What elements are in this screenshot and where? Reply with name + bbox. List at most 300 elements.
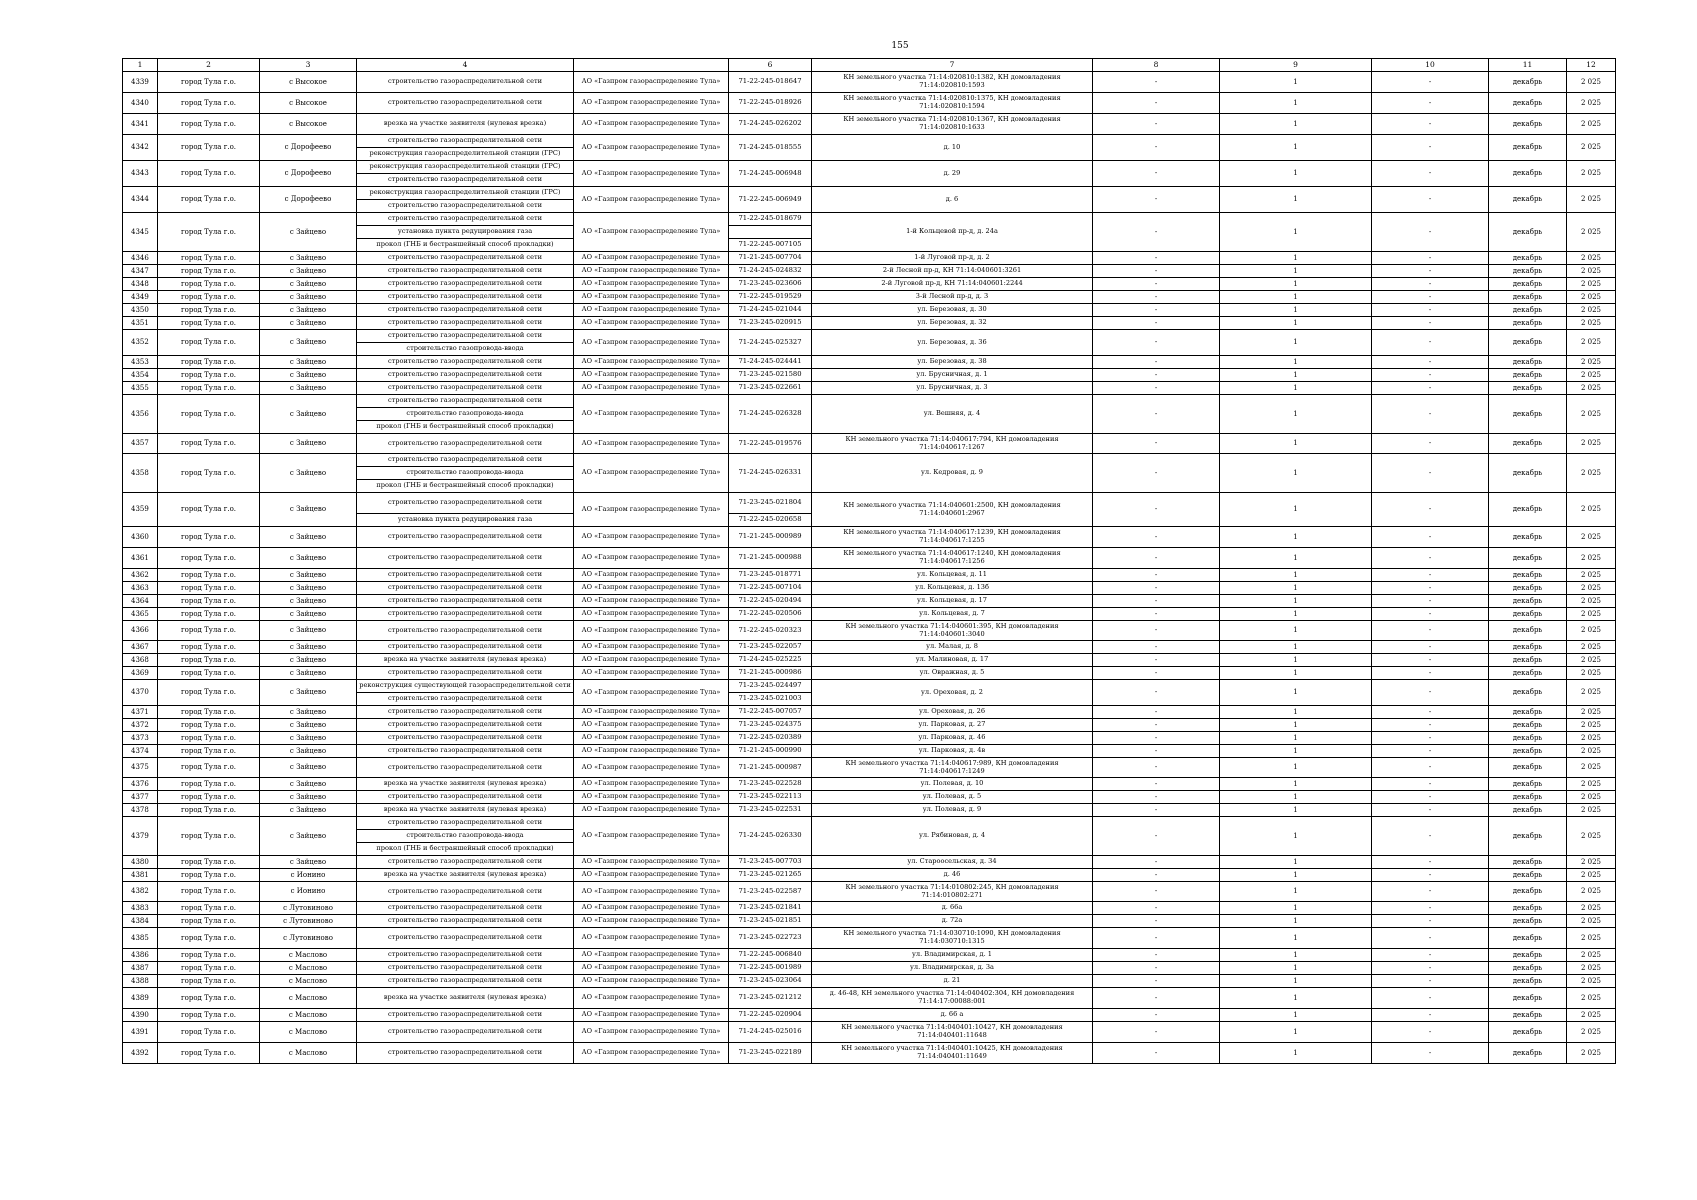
row-number: 4343	[123, 161, 158, 187]
address: 2-й Лесной пр-д, КН 71:14:040601:3261	[812, 265, 1093, 278]
contract-number: 71-23-245-021265	[729, 869, 812, 882]
contract-number: 71-24-245-024832	[729, 265, 812, 278]
col-10-value: -	[1372, 975, 1489, 988]
col-9-value: 1	[1220, 356, 1372, 369]
settlement: с Дорофеево	[260, 135, 357, 161]
municipality: город Тула г.о.	[158, 265, 260, 278]
year: 2 025	[1567, 1043, 1616, 1064]
municipality: город Тула г.о.	[158, 395, 260, 434]
col-9-value: 1	[1220, 882, 1372, 902]
month: декабрь	[1489, 369, 1567, 382]
work-type: строительство газораспределительной сети	[357, 621, 574, 641]
municipality: город Тула г.о.	[158, 93, 260, 114]
col-8-value: -	[1093, 975, 1220, 988]
row-number: 4367	[123, 641, 158, 654]
year: 2 025	[1567, 778, 1616, 791]
work-type: реконструкция газораспределительной станции (ГРС)	[357, 161, 574, 174]
organization: АО «Газпром газораспределение Тула»	[574, 915, 729, 928]
contract-number: 71-23-245-022057	[729, 641, 812, 654]
settlement: с Зайцево	[260, 382, 357, 395]
municipality: город Тула г.о.	[158, 1022, 260, 1043]
month: декабрь	[1489, 161, 1567, 187]
address: д. 10	[812, 135, 1093, 161]
work-type: прокол (ГНБ и бестраншейный способ прокладки)	[357, 480, 574, 493]
col-9-value: 1	[1220, 641, 1372, 654]
table-row	[123, 719, 1616, 732]
organization: АО «Газпром газораспределение Тула»	[574, 569, 729, 582]
work-type: строительство газораспределительной сети	[357, 72, 574, 93]
municipality: город Тула г.о.	[158, 1043, 260, 1064]
contract-number: 71-23-245-020915	[729, 317, 812, 330]
col-9-value: 1	[1220, 988, 1372, 1009]
work-type: строительство газораспределительной сети	[357, 291, 574, 304]
work-type: строительство газораспределительной сети	[357, 317, 574, 330]
col-header: 7	[812, 59, 1093, 72]
col-8-value: -	[1093, 548, 1220, 569]
col-10-value: -	[1372, 454, 1489, 493]
month: декабрь	[1489, 975, 1567, 988]
col-9-value: 1	[1220, 582, 1372, 595]
col-10-value: -	[1372, 856, 1489, 869]
year: 2 025	[1567, 252, 1616, 265]
table-row	[123, 791, 1616, 804]
month: декабрь	[1489, 1009, 1567, 1022]
settlement: с Зайцево	[260, 569, 357, 582]
municipality: город Тула г.о.	[158, 988, 260, 1009]
municipality: город Тула г.о.	[158, 382, 260, 395]
municipality: город Тула г.о.	[158, 114, 260, 135]
col-8-value: -	[1093, 369, 1220, 382]
col-9-value: 1	[1220, 732, 1372, 745]
col-8-value: -	[1093, 758, 1220, 778]
col-9-value: 1	[1220, 1009, 1372, 1022]
col-9-value: 1	[1220, 608, 1372, 621]
col-8-value: -	[1093, 1022, 1220, 1043]
col-9-value: 1	[1220, 454, 1372, 493]
year: 2 025	[1567, 72, 1616, 93]
address: ул. Ореховая, д. 2	[812, 680, 1093, 706]
col-10-value: -	[1372, 135, 1489, 161]
col-10-value: -	[1372, 395, 1489, 434]
work-type: строительство газораспределительной сети	[357, 1009, 574, 1022]
row-number: 4372	[123, 719, 158, 732]
col-10-value: -	[1372, 1009, 1489, 1022]
table-row	[123, 1022, 1616, 1043]
table-row	[123, 114, 1616, 135]
col-8-value: -	[1093, 1043, 1220, 1064]
work-type: строительство газораспределительной сети	[357, 719, 574, 732]
address: ул. Березовая, д. 38	[812, 356, 1093, 369]
col-8-value: -	[1093, 278, 1220, 291]
col-9-value: 1	[1220, 869, 1372, 882]
col-10-value: -	[1372, 278, 1489, 291]
organization: АО «Газпром газораспределение Тула»	[574, 317, 729, 330]
municipality: город Тула г.о.	[158, 369, 260, 382]
organization: АО «Газпром газораспределение Тула»	[574, 869, 729, 882]
year: 2 025	[1567, 330, 1616, 356]
address: КН земельного участка 71:14:020810:1367, КН домовладения 71:14:020810:1633	[812, 114, 1093, 135]
col-9-value: 1	[1220, 915, 1372, 928]
settlement: с Зайцево	[260, 667, 357, 680]
table-row	[123, 902, 1616, 915]
work-type: строительство газораспределительной сети	[357, 356, 574, 369]
col-8-value: -	[1093, 706, 1220, 719]
month: декабрь	[1489, 395, 1567, 434]
municipality: город Тула г.о.	[158, 608, 260, 621]
col-8-value: -	[1093, 582, 1220, 595]
table-row	[123, 804, 1616, 817]
contract-number: 71-22-245-006949	[729, 187, 812, 213]
month: декабрь	[1489, 252, 1567, 265]
year: 2 025	[1567, 114, 1616, 135]
col-9-value: 1	[1220, 72, 1372, 93]
year: 2 025	[1567, 135, 1616, 161]
row-number: 4361	[123, 548, 158, 569]
organization: АО «Газпром газораспределение Тула»	[574, 187, 729, 213]
work-type: строительство газораспределительной сети	[357, 213, 574, 226]
col-10-value: -	[1372, 595, 1489, 608]
address: д. 29	[812, 161, 1093, 187]
col-8-value: -	[1093, 114, 1220, 135]
col-9-value: 1	[1220, 745, 1372, 758]
col-10-value: -	[1372, 758, 1489, 778]
address: КН земельного участка 71:14:040617:989, КН домовладения 71:14:040617:1249	[812, 758, 1093, 778]
organization: АО «Газпром газораспределение Тула»	[574, 161, 729, 187]
year: 2 025	[1567, 621, 1616, 641]
year: 2 025	[1567, 93, 1616, 114]
col-10-value: -	[1372, 434, 1489, 454]
col-10-value: -	[1372, 680, 1489, 706]
address: д. 66 а	[812, 1009, 1093, 1022]
month: декабрь	[1489, 817, 1567, 856]
table-row	[123, 317, 1616, 330]
municipality: город Тула г.о.	[158, 667, 260, 680]
col-10-value: -	[1372, 161, 1489, 187]
col-8-value: -	[1093, 527, 1220, 548]
settlement: с Маслово	[260, 975, 357, 988]
address: ул. Полевая, д. 5	[812, 791, 1093, 804]
organization: АО «Газпром газораспределение Тула»	[574, 548, 729, 569]
row-number: 4378	[123, 804, 158, 817]
col-9-value: 1	[1220, 719, 1372, 732]
row-number: 4389	[123, 988, 158, 1009]
col-8-value: -	[1093, 791, 1220, 804]
contract-number: 71-22-245-007104	[729, 582, 812, 595]
work-type: строительство газораспределительной сети	[357, 758, 574, 778]
contract-number: 71-22-245-020494	[729, 595, 812, 608]
settlement: с Маслово	[260, 962, 357, 975]
organization: АО «Газпром газораспределение Тула»	[574, 434, 729, 454]
work-type: строительство газораспределительной сети	[357, 1043, 574, 1064]
row-number: 4377	[123, 791, 158, 804]
contract-number: 71-23-245-022531	[729, 804, 812, 817]
work-type: строительство газораспределительной сети	[357, 582, 574, 595]
contract-number: 71-23-245-022189	[729, 1043, 812, 1064]
organization: АО «Газпром газораспределение Тула»	[574, 667, 729, 680]
settlement: с Высокое	[260, 93, 357, 114]
row-number: 4349	[123, 291, 158, 304]
municipality: город Тула г.о.	[158, 187, 260, 213]
month: декабрь	[1489, 869, 1567, 882]
row-number: 4369	[123, 667, 158, 680]
row-number: 4376	[123, 778, 158, 791]
contract-number: 71-22-245-007057	[729, 706, 812, 719]
municipality: город Тула г.о.	[158, 882, 260, 902]
month: декабрь	[1489, 902, 1567, 915]
work-type: строительство газораспределительной сети	[357, 1022, 574, 1043]
municipality: город Тула г.о.	[158, 527, 260, 548]
table-row	[123, 621, 1616, 641]
year: 2 025	[1567, 582, 1616, 595]
settlement: с Дорофеево	[260, 187, 357, 213]
work-type: врезка на участке заявителя (нулевая врезка)	[357, 804, 574, 817]
col-header: 10	[1372, 59, 1489, 72]
settlement: с Ионино	[260, 882, 357, 902]
municipality: город Тула г.о.	[158, 278, 260, 291]
year: 2 025	[1567, 732, 1616, 745]
work-type: строительство газораспределительной сети	[357, 949, 574, 962]
col-8-value: -	[1093, 569, 1220, 582]
col-8-value: -	[1093, 680, 1220, 706]
work-type: строительство газораспределительной сети	[357, 732, 574, 745]
year: 2 025	[1567, 988, 1616, 1009]
year: 2 025	[1567, 654, 1616, 667]
address: 2-й Луговой пр-д, КН 71:14:040601:2244	[812, 278, 1093, 291]
organization: АО «Газпром газораспределение Тула»	[574, 395, 729, 434]
table-row	[123, 382, 1616, 395]
row-number: 4379	[123, 817, 158, 856]
row-number: 4364	[123, 595, 158, 608]
table-row	[123, 915, 1616, 928]
address: ул. Ореховая, д. 26	[812, 706, 1093, 719]
contract-number: 71-24-245-026330	[729, 817, 812, 856]
year: 2 025	[1567, 454, 1616, 493]
col-10-value: -	[1372, 882, 1489, 902]
address: д. 46-48, КН земельного участка 71:14:040402:304, КН домовладения 71:14:17:00088:001	[812, 988, 1093, 1009]
organization: АО «Газпром газораспределение Тула»	[574, 641, 729, 654]
row-number: 4344	[123, 187, 158, 213]
col-9-value: 1	[1220, 278, 1372, 291]
row-number: 4357	[123, 434, 158, 454]
settlement: с Зайцево	[260, 791, 357, 804]
contract-number: 71-24-245-024441	[729, 356, 812, 369]
table-row	[123, 856, 1616, 869]
settlement: с Зайцево	[260, 527, 357, 548]
col-8-value: -	[1093, 902, 1220, 915]
address: ул. Брусничная, д. 3	[812, 382, 1093, 395]
work-type: строительство газораспределительной сети	[357, 493, 574, 514]
settlement: с Зайцево	[260, 265, 357, 278]
col-9-value: 1	[1220, 791, 1372, 804]
col-8-value: -	[1093, 135, 1220, 161]
table-row	[123, 1043, 1616, 1064]
settlement: с Зайцево	[260, 608, 357, 621]
contract-number: 71-24-245-026328	[729, 395, 812, 434]
year: 2 025	[1567, 680, 1616, 706]
col-9-value: 1	[1220, 304, 1372, 317]
settlement: с Зайцево	[260, 654, 357, 667]
settlement: с Маслово	[260, 1043, 357, 1064]
col-9-value: 1	[1220, 330, 1372, 356]
month: декабрь	[1489, 356, 1567, 369]
address: ул. Березовая, д. 32	[812, 317, 1093, 330]
month: декабрь	[1489, 265, 1567, 278]
work-type: строительство газораспределительной сети	[357, 135, 574, 148]
row-number: 4365	[123, 608, 158, 621]
municipality: город Тула г.о.	[158, 595, 260, 608]
municipality: город Тула г.о.	[158, 706, 260, 719]
year: 2 025	[1567, 915, 1616, 928]
col-8-value: -	[1093, 882, 1220, 902]
settlement: с Зайцево	[260, 356, 357, 369]
col-8-value: -	[1093, 719, 1220, 732]
col-8-value: -	[1093, 382, 1220, 395]
month: декабрь	[1489, 213, 1567, 252]
settlement: с Зайцево	[260, 291, 357, 304]
col-8-value: -	[1093, 595, 1220, 608]
col-10-value: -	[1372, 621, 1489, 641]
contract-number: 71-21-245-000986	[729, 667, 812, 680]
col-10-value: -	[1372, 641, 1489, 654]
address: д. 21	[812, 975, 1093, 988]
work-type: строительство газораспределительной сети	[357, 569, 574, 582]
col-9-value: 1	[1220, 1022, 1372, 1043]
col-header: 9	[1220, 59, 1372, 72]
municipality: город Тула г.о.	[158, 291, 260, 304]
contract-number: 71-23-245-022723	[729, 928, 812, 949]
year: 2 025	[1567, 369, 1616, 382]
col-9-value: 1	[1220, 213, 1372, 252]
table-row	[123, 356, 1616, 369]
month: декабрь	[1489, 915, 1567, 928]
month: декабрь	[1489, 434, 1567, 454]
year: 2 025	[1567, 791, 1616, 804]
contract-number: 71-23-245-007703	[729, 856, 812, 869]
organization: АО «Газпром газораспределение Тула»	[574, 1022, 729, 1043]
table-row	[123, 213, 1616, 226]
year: 2 025	[1567, 595, 1616, 608]
table-row	[123, 161, 1616, 174]
contract-number	[729, 226, 812, 239]
col-10-value: -	[1372, 213, 1489, 252]
row-number: 4358	[123, 454, 158, 493]
contract-number: 71-23-245-024375	[729, 719, 812, 732]
year: 2 025	[1567, 1009, 1616, 1022]
municipality: город Тула г.о.	[158, 317, 260, 330]
col-10-value: -	[1372, 493, 1489, 527]
work-type: строительство газораспределительной сети	[357, 915, 574, 928]
col-10-value: -	[1372, 369, 1489, 382]
table-row	[123, 975, 1616, 988]
contract-number: 71-24-245-018555	[729, 135, 812, 161]
contract-number: 71-21-245-007704	[729, 252, 812, 265]
municipality: город Тула г.о.	[158, 732, 260, 745]
month: декабрь	[1489, 641, 1567, 654]
table-row	[123, 265, 1616, 278]
organization: АО «Газпром газораспределение Тула»	[574, 252, 729, 265]
year: 2 025	[1567, 569, 1616, 582]
work-type: строительство газораспределительной сети	[357, 265, 574, 278]
work-type: прокол (ГНБ и бестраншейный способ прокладки)	[357, 239, 574, 252]
year: 2 025	[1567, 641, 1616, 654]
col-9-value: 1	[1220, 252, 1372, 265]
col-8-value: -	[1093, 265, 1220, 278]
contract-number: 71-24-245-025225	[729, 654, 812, 667]
month: декабрь	[1489, 706, 1567, 719]
col-9-value: 1	[1220, 548, 1372, 569]
address: ул. Малая, д. 8	[812, 641, 1093, 654]
settlement: с Зайцево	[260, 732, 357, 745]
col-9-value: 1	[1220, 382, 1372, 395]
address: КН земельного участка 71:14:040617:794, КН домовладения 71:14:040617:1267	[812, 434, 1093, 454]
col-10-value: -	[1372, 817, 1489, 856]
col-header: 1	[123, 59, 158, 72]
col-9-value: 1	[1220, 291, 1372, 304]
col-8-value: -	[1093, 869, 1220, 882]
settlement: с Высокое	[260, 114, 357, 135]
table-row	[123, 641, 1616, 654]
col-10-value: -	[1372, 93, 1489, 114]
col-8-value: -	[1093, 291, 1220, 304]
settlement: с Зайцево	[260, 252, 357, 265]
month: декабрь	[1489, 493, 1567, 527]
year: 2 025	[1567, 278, 1616, 291]
organization: АО «Газпром газораспределение Тула»	[574, 621, 729, 641]
organization: АО «Газпром газораспределение Тула»	[574, 988, 729, 1009]
col-8-value: -	[1093, 161, 1220, 187]
contract-number: 71-22-245-019529	[729, 291, 812, 304]
settlement: с Зайцево	[260, 369, 357, 382]
col-header: 4	[357, 59, 574, 72]
col-9-value: 1	[1220, 395, 1372, 434]
contract-number: 71-22-245-018647	[729, 72, 812, 93]
contract-number: 71-22-245-007105	[729, 239, 812, 252]
col-9-value: 1	[1220, 434, 1372, 454]
settlement: с Зайцево	[260, 778, 357, 791]
organization: АО «Газпром газораспределение Тула»	[574, 1043, 729, 1064]
address: ул. Кольцевая, д. 17	[812, 595, 1093, 608]
organization: АО «Газпром газораспределение Тула»	[574, 330, 729, 356]
year: 2 025	[1567, 817, 1616, 856]
contract-number: 71-23-245-022113	[729, 791, 812, 804]
address: 1-й Кольцевой пр-д, д. 24а	[812, 213, 1093, 252]
settlement: с Зайцево	[260, 278, 357, 291]
organization: АО «Газпром газораспределение Тула»	[574, 680, 729, 706]
col-9-value: 1	[1220, 317, 1372, 330]
table-row	[123, 72, 1616, 93]
col-8-value: -	[1093, 454, 1220, 493]
col-9-value: 1	[1220, 856, 1372, 869]
settlement: с Зайцево	[260, 817, 357, 856]
organization: АО «Газпром газораспределение Тула»	[574, 291, 729, 304]
table-row	[123, 369, 1616, 382]
table-row	[123, 454, 1616, 467]
contract-number: 71-21-245-000987	[729, 758, 812, 778]
settlement: с Зайцево	[260, 804, 357, 817]
col-8-value: -	[1093, 667, 1220, 680]
contract-number: 71-24-245-026202	[729, 114, 812, 135]
address: д. 66а	[812, 902, 1093, 915]
col-8-value: -	[1093, 654, 1220, 667]
col-9-value: 1	[1220, 680, 1372, 706]
year: 2 025	[1567, 949, 1616, 962]
year: 2 025	[1567, 608, 1616, 621]
year: 2 025	[1567, 719, 1616, 732]
col-9-value: 1	[1220, 569, 1372, 582]
contract-number: 71-23-245-022528	[729, 778, 812, 791]
column-number-row	[123, 59, 1616, 72]
col-9-value: 1	[1220, 595, 1372, 608]
